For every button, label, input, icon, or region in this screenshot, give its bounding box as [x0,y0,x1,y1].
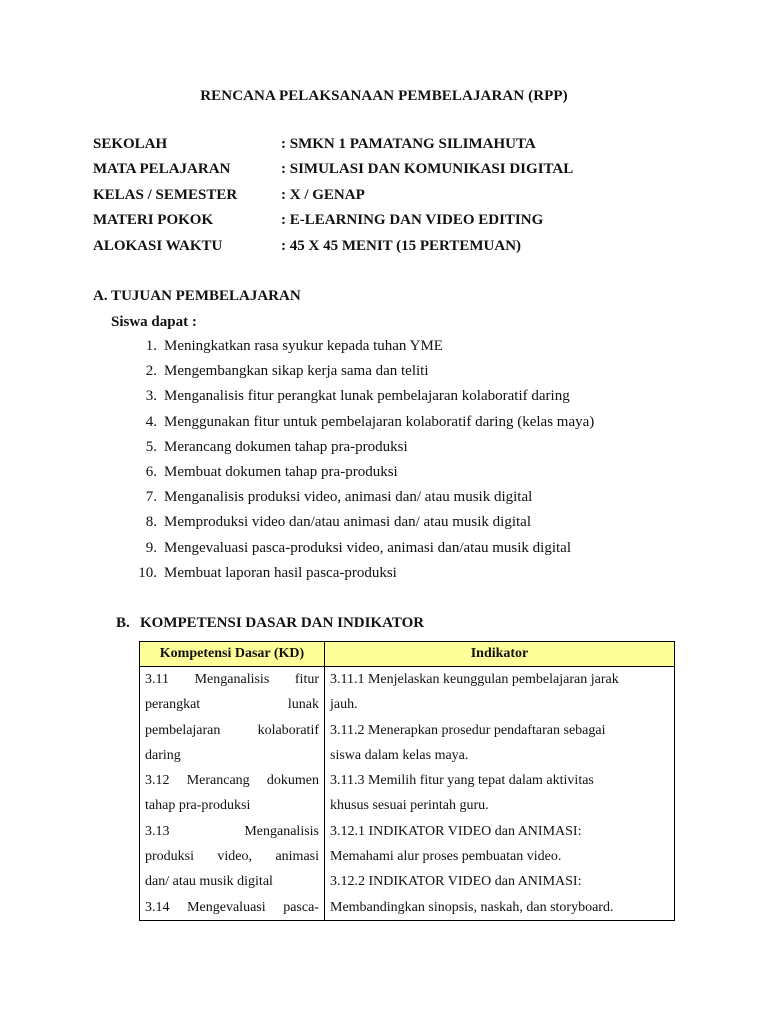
kd-line [145,743,319,768]
list-item [123,363,594,388]
list-text: Mengevaluasi pasca-produksi video, animasi dan/atau musik digital [164,539,571,556]
list-number: 10. [138,564,157,581]
info-row-kelas-semester [93,187,573,212]
info-label: SEKOLAH [93,136,168,152]
list-number: 3. [145,388,157,405]
info-value: : 45 X 45 MENIT (15 PERTEMUAN) [281,237,522,254]
table-header-row [140,642,675,667]
list-item [123,338,594,363]
info-row-mata-pelajaran [93,161,573,186]
identity-block [93,136,573,263]
list-number: 1. [145,338,157,354]
kd-line [145,844,319,869]
info-label: MATERI POKOK [93,212,214,229]
kd-line [145,895,319,920]
kd-line [145,793,319,818]
list-item [123,464,594,489]
list-text: Menganalisis fitur perangkat lunak pembelajaran kolaboratif daring [164,388,570,405]
kd-line [145,692,319,717]
info-value: : X / GENAP [281,186,365,203]
kd-line [145,768,319,793]
section-b-letter: B. [116,615,130,631]
section-a-heading: A. TUJUAN PEMBELAJARAN [93,288,301,304]
list-number: 9. [145,539,157,556]
kd-word: animasi [275,849,319,865]
kd-word: fitur [294,672,319,687]
section-b-heading [116,615,424,632]
info-row-materi-pokok [93,212,573,237]
list-text: Meningkatkan rasa syukur kepada tuhan YME [164,338,443,354]
list-item [123,540,594,565]
list-number: 6. [145,463,157,480]
list-text: Merancang dokumen tahap pra-produksi [164,438,408,455]
kd-cell [140,667,325,921]
kd-word: Menganalisis [244,823,319,839]
section-a-intro: Siswa dapat : [111,314,197,330]
kd-line [145,819,319,844]
kd-line [145,869,319,894]
competency-table [139,641,675,921]
indikator-line: jauh. [330,697,358,713]
info-row-sekolah [93,136,573,161]
kd-word: dan/ atau musik digital [145,874,273,890]
info-label: MATA PELAJARAN [93,161,231,178]
info-value: : SMKN 1 PAMATANG SILIMAHUTA [281,136,536,152]
list-item [123,514,594,539]
list-item [123,489,594,514]
kd-word: perangkat [145,697,201,713]
learning-goals-list [123,338,594,590]
indikator-line: 3.12.2 INDIKATOR VIDEO dan ANIMASI: [330,874,582,890]
list-number: 5. [145,438,157,455]
list-text: Membuat dokumen tahap pra-produksi [164,463,398,480]
kd-word: 3.12 [145,773,170,789]
kd-word: pembelajaran [145,722,221,738]
kd-word: Merancang [186,773,250,789]
kd-word: Mengevaluasi [187,899,266,915]
table-row [140,667,675,921]
list-text: Memproduksi video dan/atau animasi dan/ atau musik digital [164,514,532,531]
info-label: ALOKASI WAKTU [93,237,223,254]
indikator-line: 3.11.2 Menerapkan prosedur pendaftaran sebagai [330,722,606,738]
kd-word: 3.11 [145,672,169,687]
kd-word: Menganalisis [194,672,270,687]
list-item [123,565,594,590]
document-title: RENCANA PELAKSANAAN PEMBELAJARAN (RPP) [200,88,568,104]
kd-word: pasca- [283,899,319,915]
list-item [123,439,594,464]
info-label: KELAS / SEMESTER [93,186,238,203]
info-value: : E-LEARNING DAN VIDEO EDITING [281,212,544,229]
kd-line [145,667,319,692]
info-row-alokasi-waktu [93,238,573,263]
kd-word: 3.14 [145,899,170,915]
indikator-line: 3.12.1 INDIKATOR VIDEO dan ANIMASI: [330,823,582,839]
table-header-indikator: Indikator [325,642,675,667]
list-number: 8. [145,514,157,531]
kd-word: daring [145,747,181,763]
indikator-line: 3.11.1 Menjelaskan keunggulan pembelajaran jarak [330,672,619,687]
kd-word: kolaboratif [257,722,319,738]
indikator-line: khusus sesuai perintah guru. [330,798,489,814]
kd-word: lunak [287,697,319,713]
section-b-title: KOMPETENSI DASAR DAN INDIKATOR [140,615,425,631]
kd-word: produksi [145,849,194,865]
kd-word: tahap pra-produksi [145,798,251,814]
kd-word: video, [217,849,253,865]
kd-word: 3.13 [145,823,170,839]
list-text: Mengembangkan sikap kerja sama dan teliti [164,363,429,380]
kd-line [145,718,319,743]
table-header-kd: Kompetensi Dasar (KD) [140,642,325,667]
list-number: 2. [145,363,157,380]
indikator-line: 3.11.3 Memilih fitur yang tepat dalam aktivitas [330,773,594,789]
list-text: Menggunakan fitur untuk pembelajaran kolaboratif daring (kelas maya) [164,413,595,430]
list-number: 4. [145,413,157,430]
list-text: Menganalisis produksi video, animasi dan/ atau musik digital [164,489,533,506]
list-number: 7. [145,489,157,506]
indikator-line: siswa dalam kelas maya. [330,747,469,763]
list-item [123,388,594,413]
list-text: Membuat laporan hasil pasca-produksi [164,564,397,581]
indikator-line: Membandingkan sinopsis, naskah, dan storyboard. [330,899,614,915]
indikator-cell [325,667,675,921]
indikator-line: Memahami alur proses pembuatan video. [330,849,562,865]
kd-word: dokumen [266,773,319,789]
list-item [123,414,594,439]
info-value: : SIMULASI DAN KOMUNIKASI DIGITAL [281,161,574,178]
